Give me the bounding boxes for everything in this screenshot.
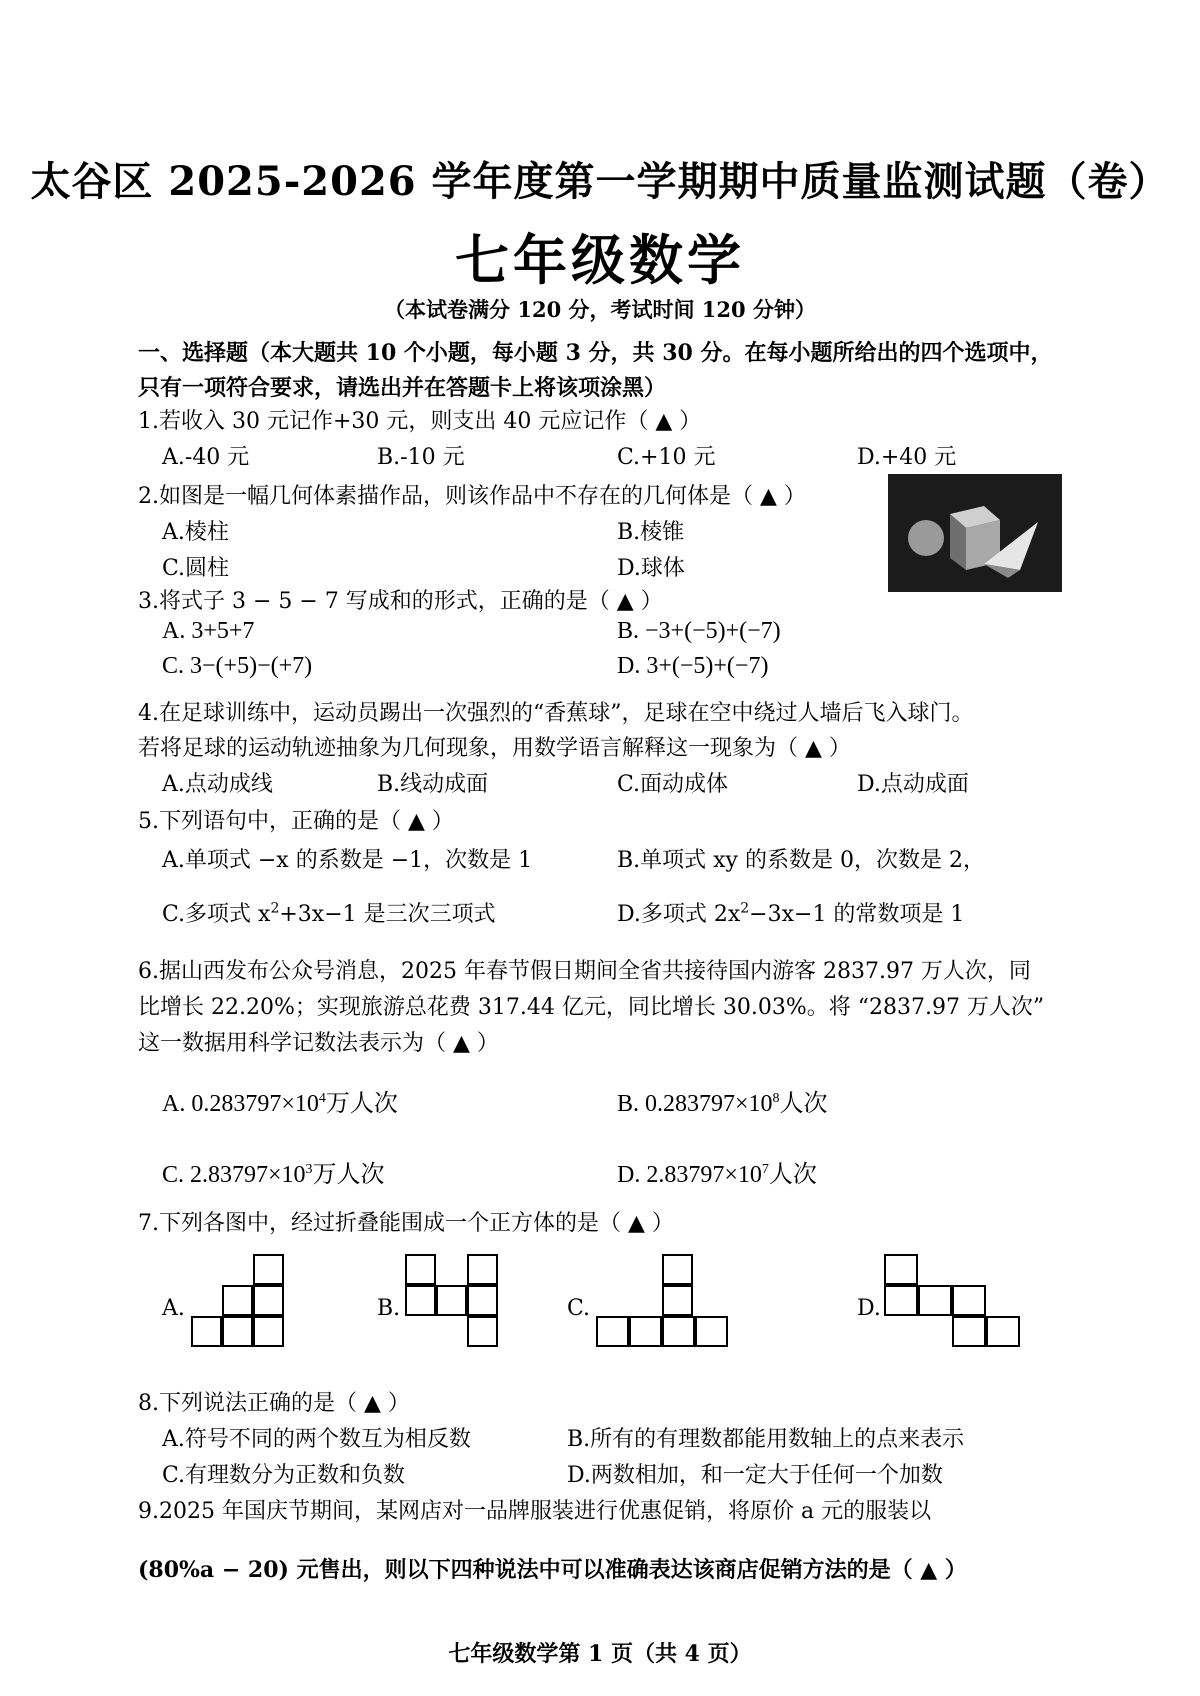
- q3-option-d: D. 3+(−5)+(−7): [617, 653, 769, 679]
- q1-option-b: B.-10 元: [377, 445, 465, 470]
- q2-option-b: B.棱锥: [617, 520, 685, 545]
- net-cell: [222, 1285, 253, 1316]
- q1-option-a: A.-40 元: [162, 445, 250, 470]
- q6-option-d-post: 人次: [768, 1162, 817, 1188]
- net-cell: [918, 1285, 952, 1316]
- q6-option-c: [162, 1154, 385, 1189]
- q2-option-a: A.棱柱: [162, 520, 229, 545]
- subject-title: 七年级数学: [455, 228, 745, 292]
- net-cell: [467, 1254, 498, 1285]
- q5-option-d-exp: 2: [740, 900, 750, 917]
- q6-line1: 6.据山西发布公众号消息，2025 年春节假日期间全省共接待国内游客 2837.97 万人次，同: [138, 959, 1031, 984]
- q6-option-b-exp: 8: [772, 1091, 780, 1106]
- net-cell: [662, 1316, 695, 1347]
- q5-option-b: B.单项式 xy 的系数是 0，次数是 2，: [617, 848, 985, 873]
- q4-option-c: C.面动成体: [617, 772, 729, 797]
- q1-stem: 1.若收入 30 元记作+30 元，则支出 40 元应记作（ ▲ ）: [138, 409, 702, 434]
- net-cell: [629, 1316, 662, 1347]
- q4-option-d: D.点动成面: [857, 772, 969, 797]
- q7-stem: 7.下列各图中，经过折叠能围成一个正方体的是（ ▲ ）: [138, 1211, 674, 1236]
- section-heading-line2: 只有一项符合要求，请选出并在答题卡上将该项涂黑）: [138, 375, 667, 401]
- q5-option-c: [162, 897, 496, 928]
- net-cell: [253, 1316, 284, 1347]
- net-cell: [596, 1316, 629, 1347]
- q1-option-c: C.+10 元: [617, 445, 716, 470]
- exam-title: 太谷区 2025-2026 学年度第一学期期中质量监测试题（卷）: [30, 158, 1170, 205]
- net-cell: [884, 1285, 918, 1316]
- q5-stem: 5.下列语句中，正确的是（ ▲ ）: [138, 809, 454, 834]
- q6-option-a: [162, 1083, 398, 1118]
- net-cell: [191, 1316, 222, 1347]
- q6-option-a-pre: A. 0.283797×10: [162, 1091, 319, 1117]
- net-cell: [222, 1316, 253, 1347]
- net-cell: [952, 1285, 986, 1316]
- q6-option-a-post: 万人次: [325, 1091, 398, 1117]
- q6-line2: 比增长 22.20%；实现旅游总花费 317.44 亿元，同比增长 30.03%。将 “2837.97 万人次”: [138, 995, 1045, 1020]
- q8-option-c: C.有理数分为正数和负数: [162, 1463, 406, 1488]
- q1-option-d: D.+40 元: [857, 445, 957, 470]
- q6-option-d: [617, 1154, 817, 1189]
- q8-option-b: B.所有的有理数都能用数轴上的点来表示: [567, 1427, 965, 1452]
- q9-line1: 9.2025 年国庆节期间，某网店对一品牌服装进行优惠促销，将原价 a 元的服装以: [138, 1499, 932, 1524]
- q7-label-d: D.: [857, 1296, 881, 1321]
- q5-option-d: [617, 897, 964, 928]
- q3-stem: 3.将式子 3 − 5 − 7 写成和的形式，正确的是（ ▲ ）: [138, 589, 663, 614]
- net-cell: [467, 1316, 498, 1347]
- q7-label-b: B.: [377, 1296, 401, 1321]
- q3-option-c: C. 3−(+5)−(+7): [162, 653, 313, 679]
- q6-option-d-exp: 7: [761, 1162, 769, 1177]
- net-cell: [986, 1316, 1020, 1347]
- exam-note: （本试卷满分 120 分，考试时间 120 分钟）: [384, 297, 816, 322]
- q8-stem: 8.下列说法正确的是（ ▲ ）: [138, 1391, 410, 1416]
- q5-option-d-post: −3x−1 的常数项是 1: [749, 902, 965, 927]
- q6-option-a-exp: 4: [318, 1091, 326, 1106]
- q5-option-c-pre: C.多项式 x: [162, 902, 271, 927]
- q6-option-c-post: 万人次: [312, 1162, 385, 1188]
- page-footer: 七年级数学第 1 页（共 4 页）: [448, 1641, 752, 1667]
- q6-option-b-post: 人次: [779, 1091, 828, 1117]
- net-cell: [405, 1285, 436, 1316]
- q7-label-c: C.: [567, 1296, 591, 1321]
- q5-option-c-exp: 2: [270, 900, 280, 917]
- q3-option-a: A. 3+5+7: [162, 618, 255, 644]
- net-cell: [884, 1254, 918, 1285]
- net-cell: [253, 1285, 284, 1316]
- q4-option-b: B.线动成面: [377, 772, 489, 797]
- q2-option-c: C.圆柱: [162, 556, 230, 581]
- q3-option-b: B. −3+(−5)+(−7): [617, 618, 781, 644]
- net-cell: [952, 1316, 986, 1347]
- net-cell: [467, 1285, 498, 1316]
- q2-stem: 2.如图是一幅几何体素描作品，则该作品中不存在的几何体是（ ▲ ）: [138, 484, 806, 509]
- q5-option-c-post: +3x−1 是三次三项式: [279, 902, 496, 927]
- q4-stem-line1: 4.在足球训练中，运动员踢出一次强烈的“香蕉球”，足球在空中绕过人墙后飞入球门。: [138, 701, 974, 726]
- q6-option-c-pre: C. 2.83797×10: [162, 1162, 306, 1188]
- net-cell: [662, 1254, 693, 1285]
- net-cell: [405, 1254, 436, 1285]
- geometry-sketch-image: [888, 474, 1062, 592]
- q2-option-d: D.球体: [617, 556, 685, 581]
- q8-option-d: D.两数相加，和一定大于任何一个加数: [567, 1463, 943, 1488]
- net-cell: [253, 1254, 284, 1285]
- q4-stem-line2: 若将足球的运动轨迹抽象为几何现象，用数学语言解释这一现象为（ ▲ ）: [138, 736, 851, 761]
- q5-option-d-pre: D.多项式 2x: [617, 902, 741, 927]
- q6-option-b: [617, 1083, 828, 1118]
- q5-option-a: A.单项式 −x 的系数是 −1，次数是 1: [162, 848, 533, 873]
- q6-option-d-pre: D. 2.83797×10: [617, 1162, 762, 1188]
- q8-option-a: A.符号不同的两个数互为相反数: [162, 1427, 471, 1452]
- q9-line2: (80%a − 20) 元售出，则以下四种说法中可以准确表达该商店促销方法的是（ ▲ ）: [138, 1557, 967, 1583]
- section-heading-line1: 一、选择题（本大题共 10 个小题，每小题 3 分，共 30 分。在每小题所给出的四个选项中，: [138, 340, 1053, 366]
- net-cell: [695, 1316, 728, 1347]
- q6-line3: 这一数据用科学记数法表示为（ ▲ ）: [138, 1031, 499, 1056]
- q4-option-a: A.点动成线: [162, 772, 273, 797]
- q6-option-c-exp: 3: [305, 1162, 313, 1177]
- sketch-drawing: [888, 474, 1062, 592]
- net-cell: [662, 1285, 693, 1316]
- q7-label-a: A.: [162, 1296, 185, 1321]
- net-cell: [436, 1285, 467, 1316]
- q6-option-b-pre: B. 0.283797×10: [617, 1091, 773, 1117]
